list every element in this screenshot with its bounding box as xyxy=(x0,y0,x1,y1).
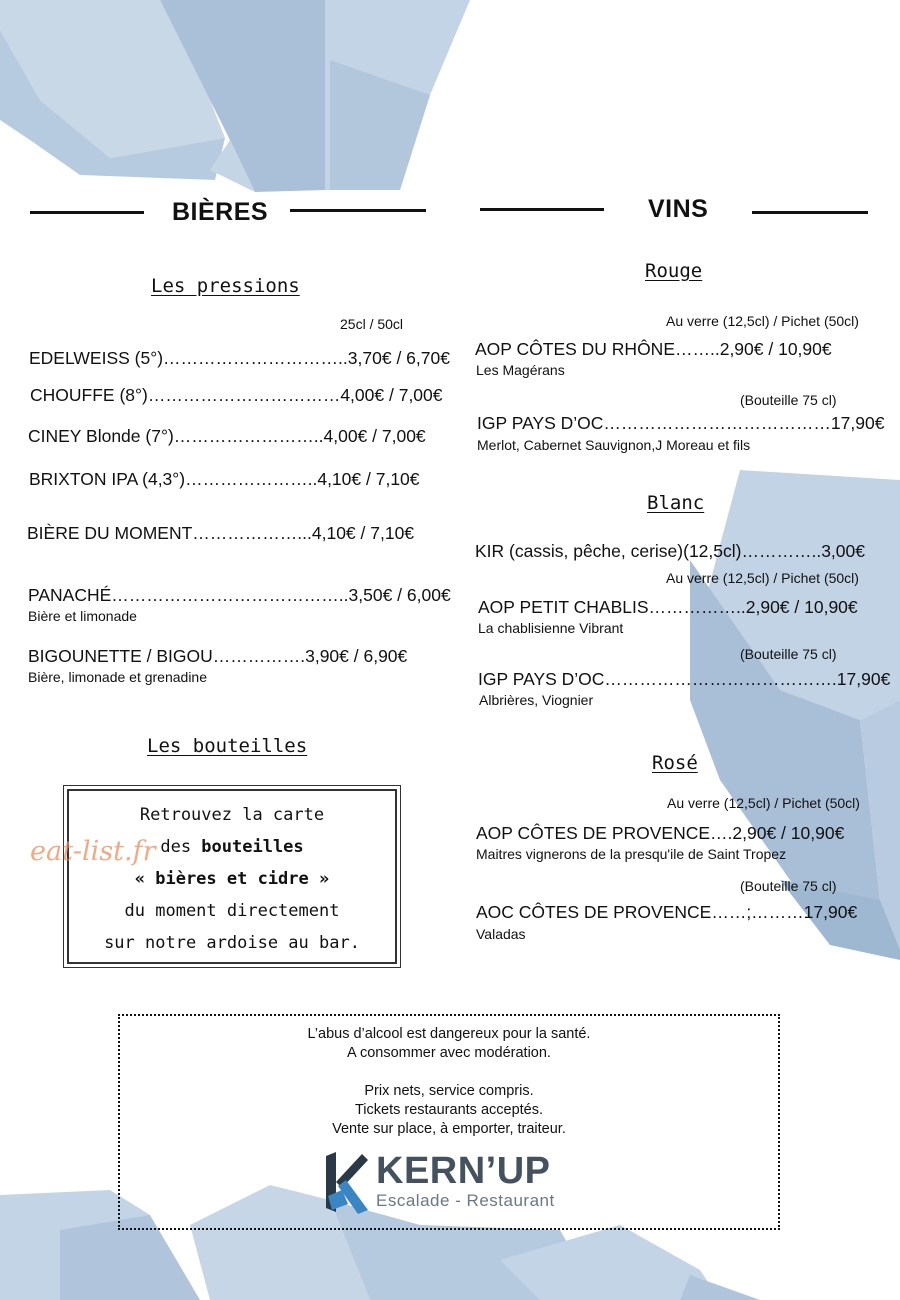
notice-line-1: L’abus d’alcool est dangereux pour la santé. xyxy=(307,1026,591,1042)
logo-tagline: Escalade - Restaurant xyxy=(376,1191,555,1210)
wine-rose-cotes-de-provence-aop: AOP CÔTES DE PROVENCE….2,90€ / 10,90€ xyxy=(476,823,845,843)
wine-blanc-igp-pays-doc: IGP PAYS D’OC………………………………….17,90€ xyxy=(478,669,891,689)
beer-item-panache-desc: Bière et limonade xyxy=(28,608,137,624)
beers-rule-right xyxy=(290,209,426,212)
slate-line-4: du moment directement xyxy=(124,901,340,921)
beer-item-bigounette-desc: Bière, limonade et grenadine xyxy=(28,669,208,685)
wine-rouge-igp-pays-doc: IGP PAYS D’OC…………………………………17,90€ xyxy=(477,413,885,433)
wine-rouge-cotes-du-rhone: AOP CÔTES DU RHÔNE……..2,90€ / 10,90€ xyxy=(475,339,832,359)
beer-item-edelweiss: EDELWEISS (5°)…………………………..3,70€ / 6,70€ xyxy=(29,348,450,368)
pressions-heading: Les pressions xyxy=(151,275,300,297)
rose-bottle-note: (Bouteille 75 cl) xyxy=(740,878,837,894)
kernup-k-mark-icon xyxy=(322,1152,370,1214)
wines-title: VINS xyxy=(648,195,709,223)
slate-line-2: des bouteilles xyxy=(160,837,304,857)
wines-rule-left xyxy=(480,208,604,211)
notice-line-2: A consommer avec modération. xyxy=(347,1045,551,1061)
slate-line-5: sur notre ardoise au bar. xyxy=(104,933,360,953)
beer-item-chouffe: CHOUFFE (8°)……………………………4,00€ / 7,00€ xyxy=(30,385,443,405)
notice-line-5: Vente sur place, à emporter, traiteur. xyxy=(332,1121,566,1137)
beer-item-panache: PANACHÉ…………………………………..3,50€ / 6,00€ xyxy=(28,585,451,605)
notice-line-3: Prix nets, service compris. xyxy=(364,1083,534,1099)
beer-item-brixton: BRIXTON IPA (4,3°)…………………..4,10€ / 7,10€ xyxy=(29,469,420,489)
slate-line-3: « bières et cidre » xyxy=(134,869,330,889)
blanc-bottle-note: (Bouteille 75 cl) xyxy=(740,646,837,662)
bouteilles-heading: Les bouteilles xyxy=(147,735,308,757)
rouge-verre-note: Au verre (12,5cl) / Pichet (50cl) xyxy=(666,313,859,329)
slate-line-1: Retrouvez la carte xyxy=(139,805,325,825)
wine-rouge-igp-pays-doc-desc: Merlot, Cabernet Sauvignon,J Moreau et fils xyxy=(477,437,751,453)
rose-verre-note: Au verre (12,5cl) / Pichet (50cl) xyxy=(667,795,860,811)
wine-blanc-petit-chablis: AOP PETIT CHABLIS……………..2,90€ / 10,90€ xyxy=(478,597,858,617)
rouge-bottle-note: (Bouteille 75 cl) xyxy=(740,392,837,408)
wine-rose-cotes-de-provence-aoc: AOC CÔTES DE PROVENCE……;………17,90€ xyxy=(476,902,858,922)
rose-heading: Rosé xyxy=(652,752,698,774)
blanc-verre-note: Au verre (12,5cl) / Pichet (50cl) xyxy=(666,570,859,586)
kernup-logo xyxy=(322,1152,555,1214)
beers-title: BIÈRES xyxy=(172,198,269,226)
wine-rose-cotes-de-provence-aop-desc: Maitres vignerons de la presqu'ile de Saint Tropez xyxy=(476,846,787,862)
notice-line-4: Tickets restaurants acceptés. xyxy=(354,1102,544,1118)
beer-item-bigounette: BIGOUNETTE / BIGOU…………….3,90€ / 6,90€ xyxy=(28,646,408,666)
blanc-heading: Blanc xyxy=(647,492,705,514)
pressions-sizes: 25cl / 50cl xyxy=(340,316,404,332)
wine-rouge-cotes-du-rhone-desc: Les Magérans xyxy=(476,362,565,378)
wine-rose-cotes-de-provence-aoc-desc: Valadas xyxy=(476,926,526,942)
bottles-slate xyxy=(67,789,397,964)
beers-rule-left xyxy=(30,211,144,214)
wine-blanc-igp-pays-doc-desc: Albrières, Viognier xyxy=(479,692,594,708)
beer-item-ciney: CINEY Blonde (7°)……………………..4,00€ / 7,00€ xyxy=(28,426,426,446)
wine-blanc-petit-chablis-desc: La chablisienne Vibrant xyxy=(478,620,624,636)
beer-item-biere-du-moment: BIÈRE DU MOMENT………………...4,10€ / 7,10€ xyxy=(27,523,415,543)
logo-name: KERN’UP xyxy=(376,1150,551,1192)
watermark: eat-list.fr xyxy=(30,836,156,867)
wine-blanc-kir: KIR (cassis, pêche, cerise)(12,5cl)…………..3,00€ xyxy=(475,541,865,561)
wines-rule-right xyxy=(752,211,868,214)
rouge-heading: Rouge xyxy=(645,260,703,282)
